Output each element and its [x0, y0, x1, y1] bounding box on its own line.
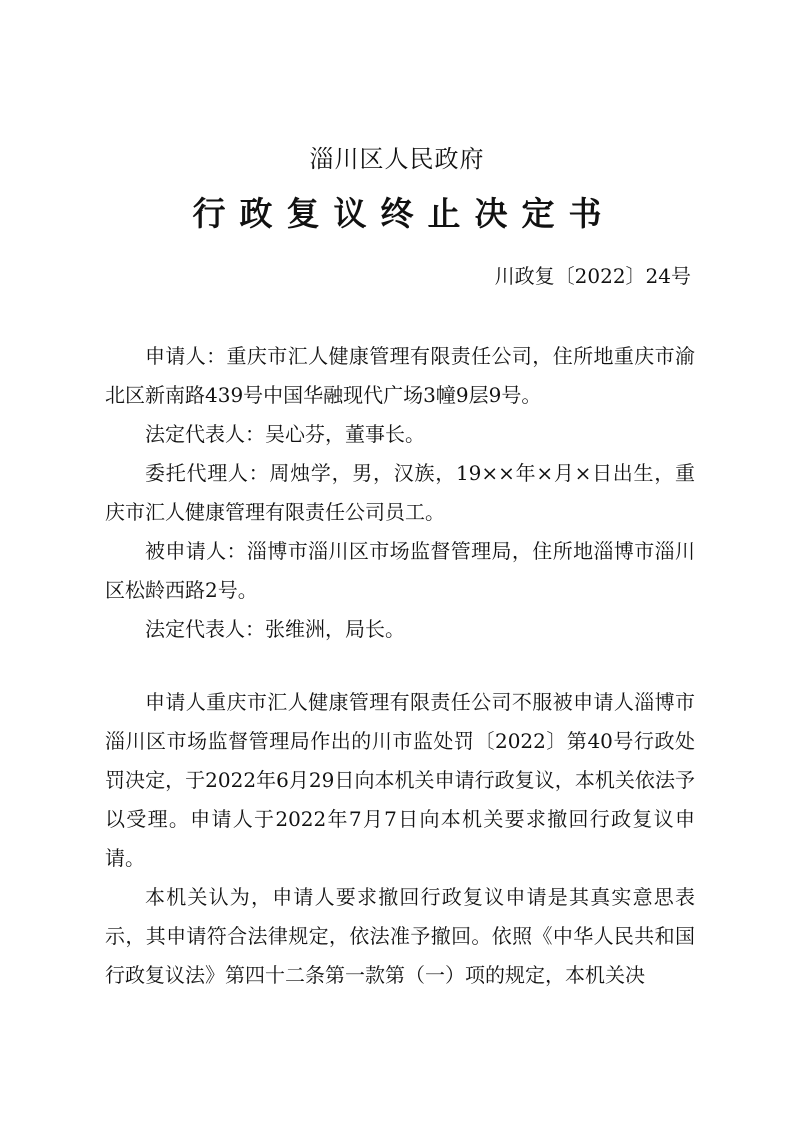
document-title: 行政复议终止决定书 — [192, 194, 616, 233]
decision-body — [105, 683, 695, 995]
issuing-authority: 淄川区人民政府 — [309, 145, 485, 173]
applicant-legal-representative: 法定代表人：吴心芬，董事长。 — [145, 422, 425, 446]
parties-section — [105, 337, 695, 649]
respondent-legal-representative: 法定代表人：张维洲，局长。 — [145, 617, 405, 641]
document-number: 川政复〔2022〕24号 — [494, 264, 691, 288]
case-background-paragraph: 申请人重庆市汇人健康管理有限责任公司不服被申请人淄博市淄川区市场监督管理局作出的川市监处罚〔2022〕第40号行政处罚决定，于2022年6月29日向本机关申请行政复议，本机关依法予以受理。申请人于2022年7月7日向本机关要求撤回行政复议申请。 — [105, 690, 695, 870]
applicant-paragraph: 申请人：重庆市汇人健康管理有限责任公司，住所地重庆市渝北区新南路439号中国华融现代广场3幢9层9号。 — [105, 344, 695, 407]
entrusted-agent-paragraph: 委托代理人：周烛学，男，汉族，19××年×月×日出生，重庆市汇人健康管理有限责任公司员工。 — [105, 461, 695, 524]
respondent-paragraph: 被申请人：淄博市淄川区市场监督管理局，住所地淄博市淄川区松龄西路2号。 — [105, 539, 695, 602]
agency-finding-paragraph: 本机关认为，申请人要求撤回行政复议申请是其真实意思表示，其申请符合法律规定，依法准予撤回。依照《中华人民共和国行政复议法》第四十二条第一款第（一）项的规定，本机关决 — [105, 885, 695, 987]
